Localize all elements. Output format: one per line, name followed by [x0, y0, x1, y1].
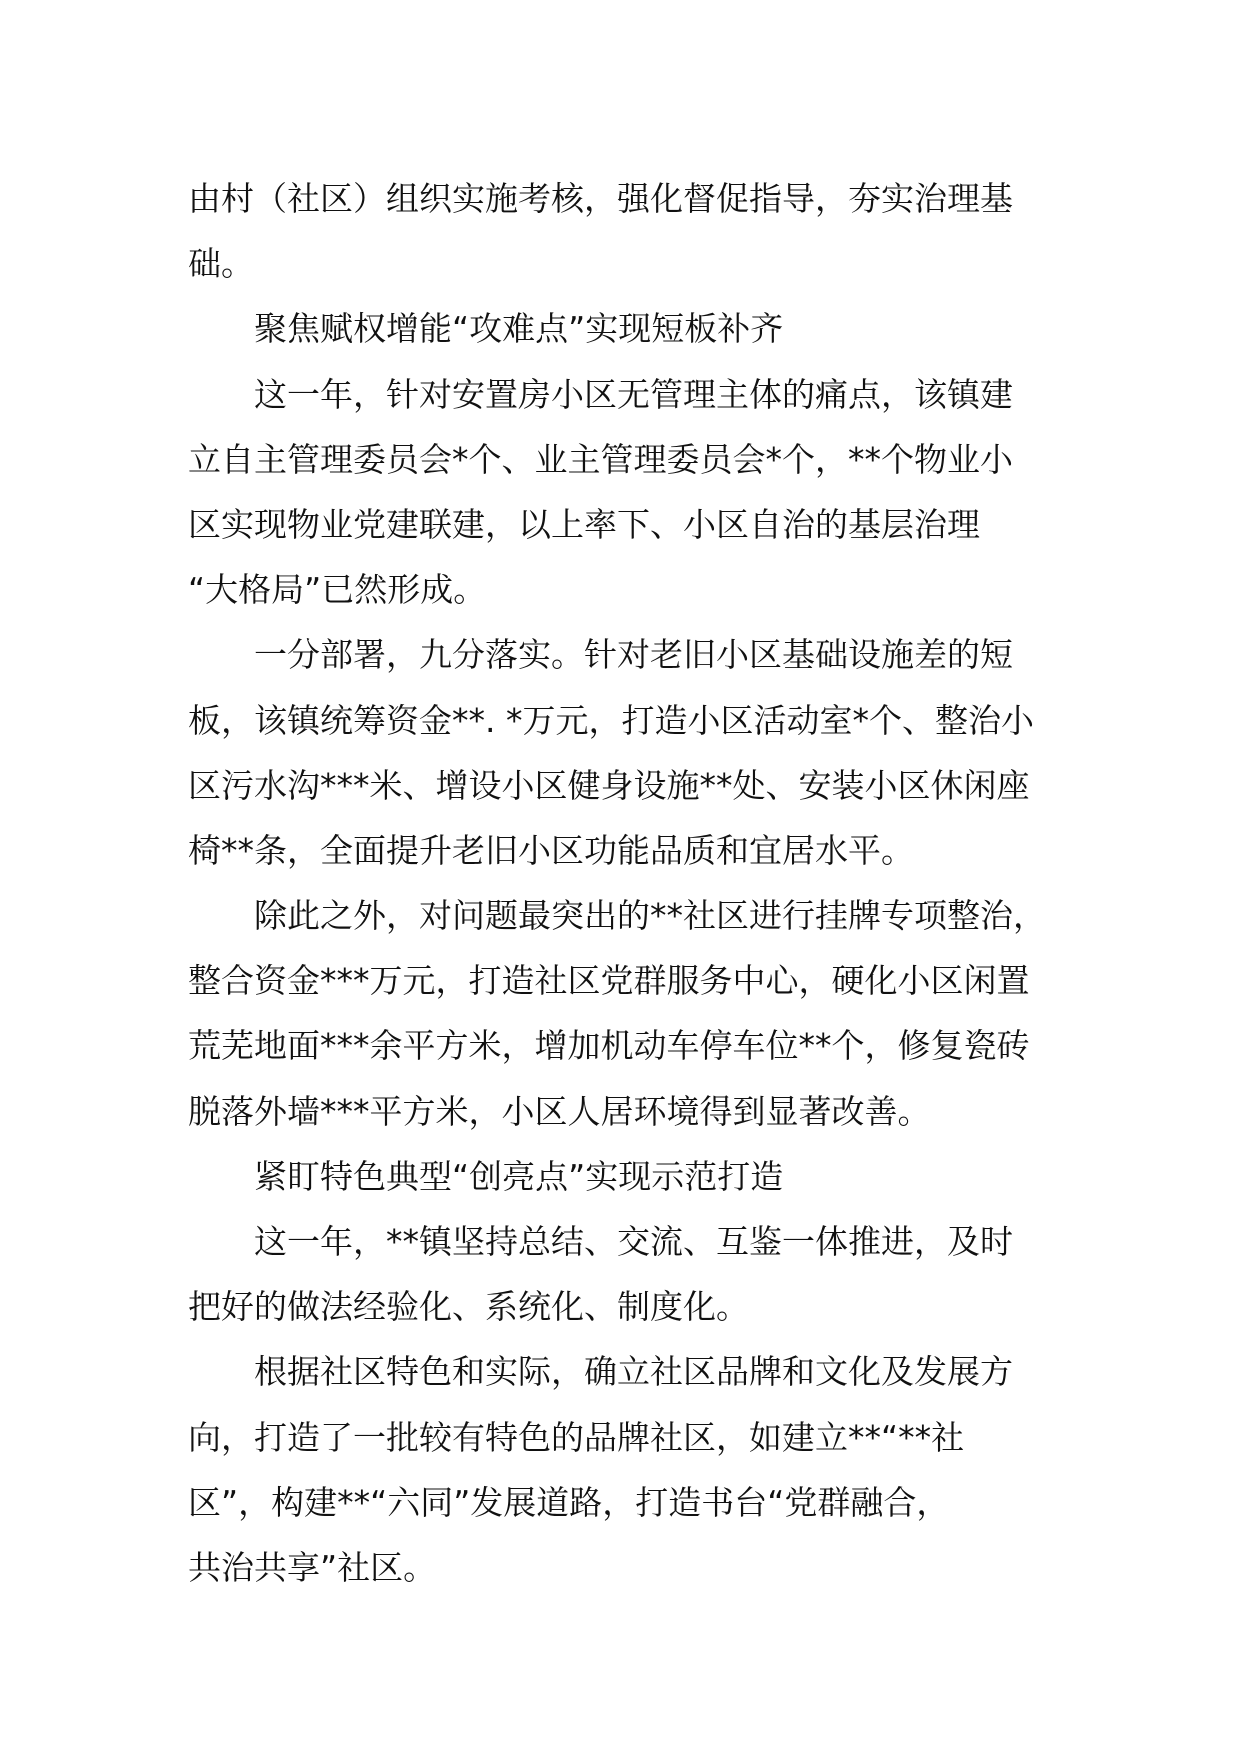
- text-line: 椅**条，全面提升老旧小区功能品质和宜居水平。: [188, 830, 914, 870]
- text-line: “大格局”已然形成。: [188, 570, 487, 610]
- document-body: [188, 166, 1088, 1600]
- text-line: 立自主管理委员会*个、业主管理委员会*个，**个物业小: [188, 439, 1013, 479]
- section-heading: 紧盯特色典型“创亮点”实现示范打造: [254, 1156, 784, 1196]
- text-line: 脱落外墙***平方米，小区人居环境得到显著改善。: [188, 1091, 931, 1131]
- text-line: 区”，构建**“六同”发展道路，打造书台“党群融合，: [188, 1482, 950, 1522]
- text-line: 区实现物业党建联建，以上率下、小区自治的基层治理: [188, 504, 980, 544]
- text-line: 荒芜地面***余平方米，增加机动车停车位**个，修复瓷砖: [188, 1026, 1030, 1066]
- text-line: 根据社区特色和实际，确立社区品牌和文化及发展方: [254, 1352, 1013, 1392]
- text-line: 板，该镇统筹资金**. *万元，打造小区活动室*个、整治小: [188, 700, 1034, 740]
- text-line: 共治共享”社区。: [188, 1547, 437, 1587]
- text-line: 一分部署，九分落实。针对老旧小区基础设施差的短: [254, 635, 1013, 675]
- section-heading: 聚焦赋权增能“攻难点”实现短板补齐: [254, 309, 784, 349]
- text-line: 区污水沟***米、增设小区健身设施**处、安装小区休闲座: [188, 765, 1030, 805]
- text-line: 整合资金***万元，打造社区党群服务中心，硬化小区闲置: [188, 961, 1030, 1001]
- text-line: 向，打造了一批较有特色的品牌社区，如建立**“**社: [188, 1417, 965, 1457]
- text-line: 除此之外，对问题最突出的**社区进行挂牌专项整治，: [254, 896, 1046, 936]
- text-line: 由村（社区）组织实施考核，强化督促指导，夯实治理基: [188, 179, 1013, 218]
- text-line: 这一年，**镇坚持总结、交流、互鉴一体推进，及时: [254, 1222, 1013, 1261]
- text-line: 这一年，针对安置房小区无管理主体的痛点，该镇建: [254, 374, 1013, 414]
- text-line: 础。: [188, 244, 254, 284]
- text-line: 把好的做法经验化、系统化、制度化。: [188, 1287, 749, 1327]
